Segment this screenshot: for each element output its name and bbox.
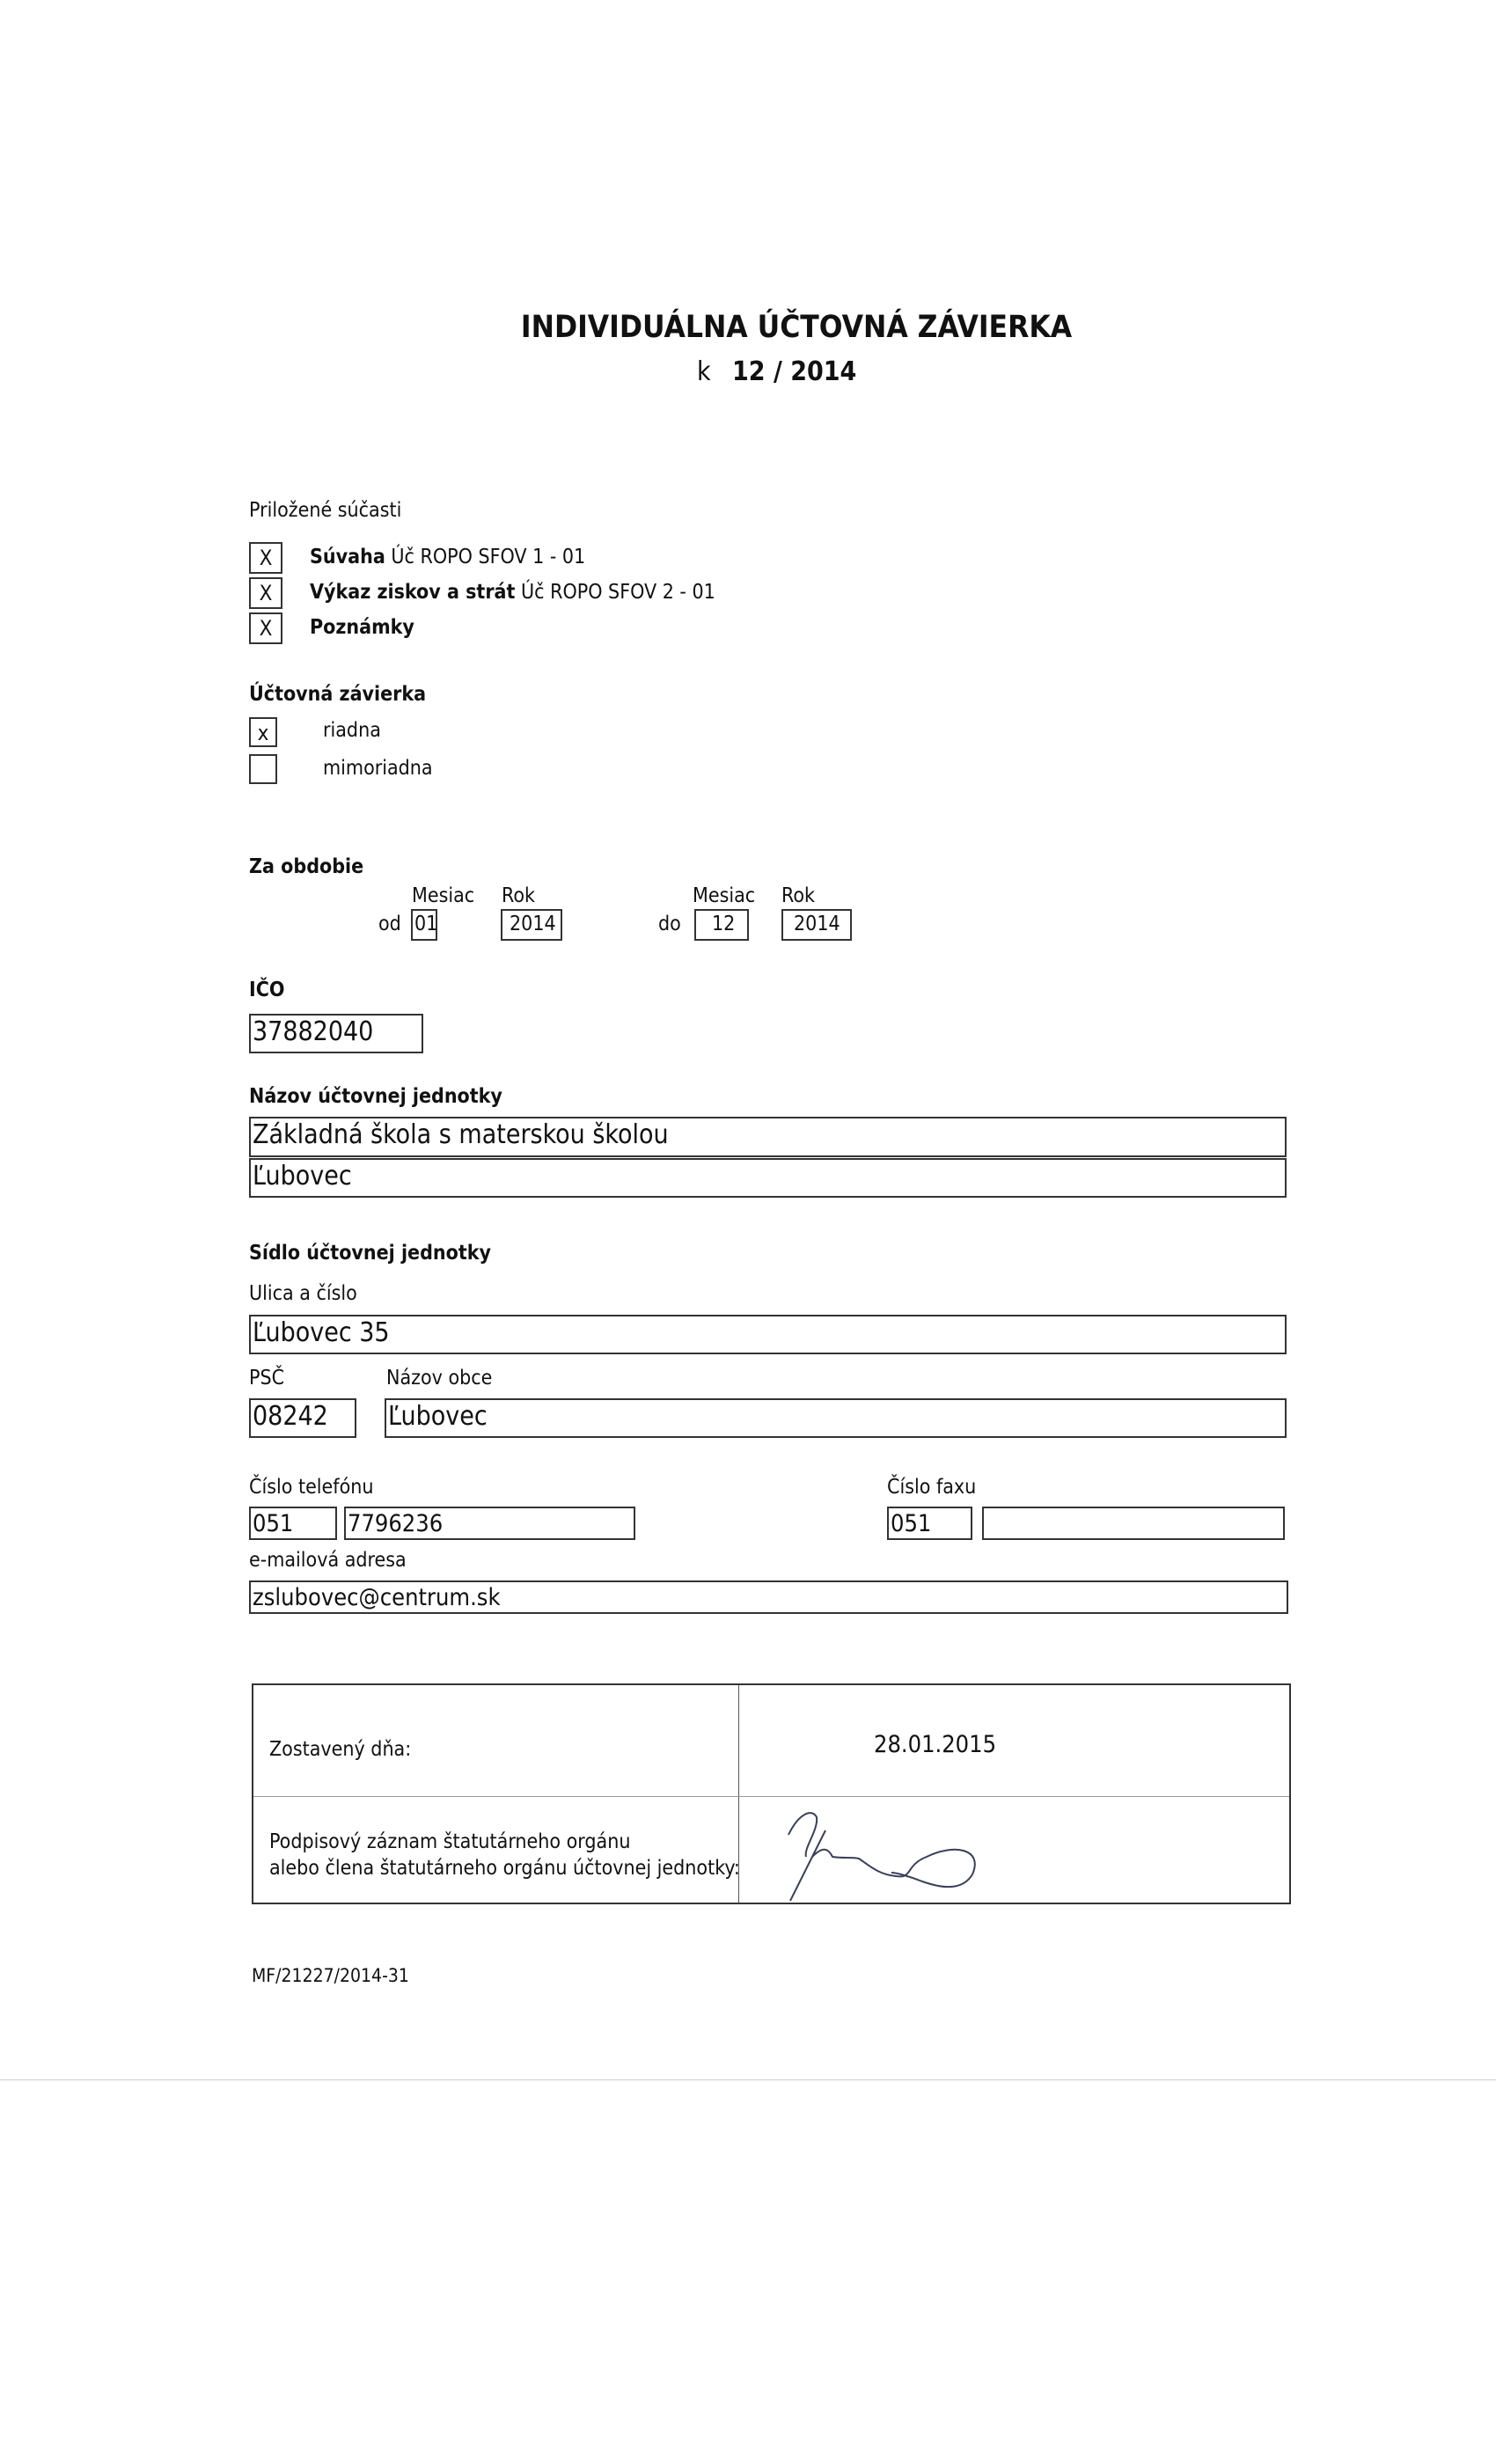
from-year-field[interactable]: 2014 [501,909,562,941]
street-field[interactable]: Ľubovec 35 [249,1315,1287,1354]
extraordinary-label: mimoriadna [323,757,433,780]
period-prefix: k [697,356,711,387]
from-month-field[interactable]: 01 [411,909,437,941]
item-title: Poznámky [310,616,414,639]
attached-label: Priložené súčasti [249,499,402,522]
regular-label: riadna [323,719,381,742]
document-title: INDIVIDUÁLNA ÚČTOVNÁ ZÁVIERKA [520,310,1073,345]
signature-label-2: alebo člena štatutárneho orgánu účtovnej jednotky: [269,1857,740,1880]
closing-label: Účtovná závierka [249,683,427,706]
city-label: Názov obce [386,1367,493,1390]
to-month-field[interactable]: 12 [694,909,749,941]
form-code: MF/21227/2014-31 [252,1965,409,1986]
phone-prefix-field[interactable]: 051 [249,1507,337,1540]
phone-number-field[interactable]: 7796236 [344,1507,635,1540]
item-title: Súvaha [310,546,385,568]
ico-field[interactable]: 37882040 [249,1014,423,1053]
fax-number-field[interactable] [982,1507,1285,1540]
name-field-line2[interactable]: Ľubovec [249,1158,1287,1198]
fax-prefix-field[interactable]: 051 [887,1507,972,1540]
compiled-label: Zostavený dňa: [269,1738,412,1761]
period-value: 12 / 2014 [732,356,857,387]
ico-label: IČO [249,979,285,1001]
email-label: e-mailová adresa [249,1549,407,1572]
checkbox-extraordinary[interactable] [249,754,277,784]
signature-label-1: Podpisový záznam štatutárneho orgánu [269,1830,631,1853]
row-divider [253,1796,1289,1797]
city-field[interactable]: Ľubovec [385,1398,1287,1438]
period-section-label: Za obdobie [249,855,364,878]
item-code: Úč ROPO SFOV 2 - 01 [520,581,715,604]
scan-edge [0,2079,1496,2080]
month-label: Mesiac [412,884,475,907]
to-label: do [658,913,681,935]
to-year-field[interactable]: 2014 [781,909,852,941]
year-label: Rok [502,884,535,907]
handwritten-signature [764,1804,1045,1905]
month-label: Mesiac [693,884,756,907]
name-label: Názov účtovnej jednotky [249,1085,502,1108]
checkbox-regular[interactable]: x [249,717,277,747]
item-title: Výkaz ziskov a strát [310,581,516,604]
psc-label: PSČ [249,1367,285,1390]
seat-label: Sídlo účtovnej jednotky [249,1242,491,1265]
phone-label: Číslo telefónu [249,1476,374,1499]
compiled-date: 28.01.2015 [874,1731,997,1758]
checkbox[interactable]: X [249,542,282,574]
email-field[interactable]: zslubovec@centrum.sk [249,1580,1288,1614]
item-code: Úč ROPO SFOV 1 - 01 [391,546,586,568]
checkbox[interactable]: X [249,577,282,609]
psc-field[interactable]: 08242 [249,1398,356,1438]
name-field-line1[interactable]: Základná škola s materskou školou [249,1117,1287,1157]
from-label: od [378,913,401,935]
year-label: Rok [781,884,815,907]
fax-label: Číslo faxu [887,1476,977,1499]
checkbox[interactable]: X [249,612,282,644]
signature-table [252,1683,1291,1904]
street-label: Ulica a číslo [249,1282,357,1305]
